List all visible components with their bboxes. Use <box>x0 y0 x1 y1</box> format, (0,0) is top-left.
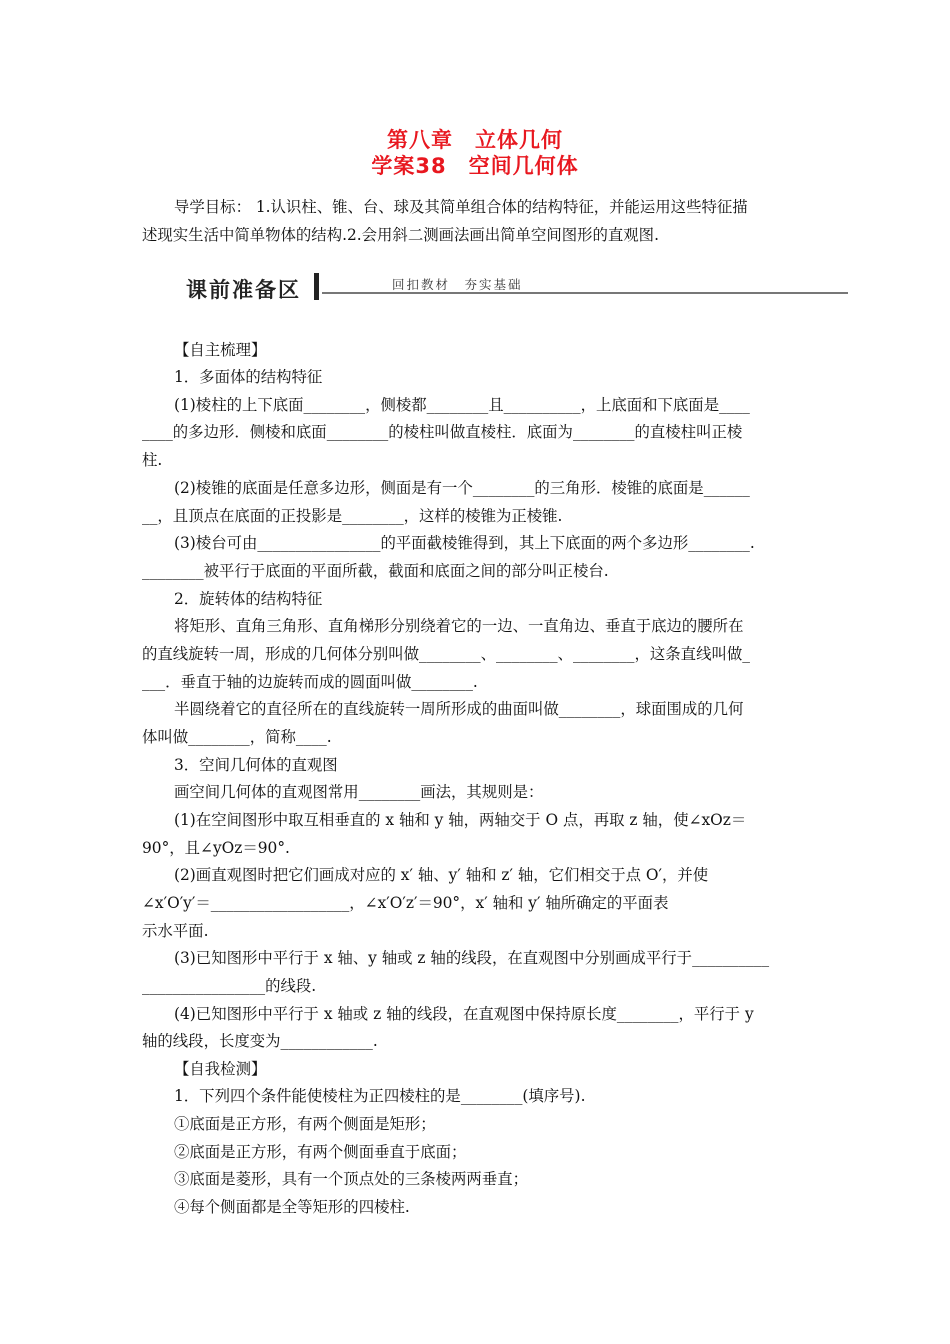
subheading: 1．多面体的结构特征 <box>174 368 323 386</box>
objectives-line-1: 导学目标： 1.认识柱、锥、台、球及其简单组合体的结构特征，并能运用这些特征描 <box>174 198 748 216</box>
text-line: (3)已知图形中平行于 x 轴、y 轴或 z 轴的线段，在直观图中分别画成平行于__________ <box>174 949 770 967</box>
text-line: __，且顶点在底面的正投影是________，这样的棱锥为正棱锥. <box>142 507 563 525</box>
text-line: 的直线旋转一周，形成的几何体分别叫做________、________、________，这条直线叫做_ <box>142 645 750 663</box>
section-heading: 【自主梳理】 <box>174 341 267 359</box>
section-heading: 【自我检测】 <box>174 1060 267 1078</box>
text-line: 体叫做________，简称____. <box>142 728 332 746</box>
text-line: 画空间几何体的直观图常用________画法，其规则是： <box>174 783 544 801</box>
text-line: 半圆绕着它的直径所在的直线旋转一周所形成的曲面叫做________，球面围成的几何 <box>174 700 744 718</box>
section-label: 课前准备区 <box>186 278 301 302</box>
text-line: ________被平行于底面的平面所截，截面和底面之间的部分叫正棱台. <box>142 562 609 580</box>
option-line: ③底面是菱形，具有一个顶点处的三条棱两两垂直； <box>174 1170 528 1188</box>
option-line: ①底面是正方形，有两个侧面是矩形； <box>174 1115 436 1133</box>
subheading: 3．空间几何体的直观图 <box>174 756 338 774</box>
text-line: ____的多边形．侧棱和底面________的棱柱叫做直棱柱．底面为________的直棱柱叫正棱 <box>142 423 743 441</box>
text-line: ___．垂直于轴的边旋转而成的圆面叫做________. <box>142 673 478 691</box>
text-line: ________________的线段. <box>142 977 317 995</box>
text-line: 柱. <box>142 451 163 469</box>
chapter-title: 第八章 立体几何 <box>387 128 563 152</box>
lesson-title: 学案38 空间几何体 <box>371 154 579 178</box>
subheading: 2．旋转体的结构特征 <box>174 590 323 608</box>
option-line: ②底面是正方形，有两个侧面垂直于底面； <box>174 1143 467 1161</box>
text-line: ∠x′O′y′＝__________________，∠x′O′z′＝90°，x′ 轴和 y′ 轴所确定的平面表 <box>142 894 669 912</box>
text-line: (2)棱锥的底面是任意多边形，侧面是有一个________的三角形．棱锥的底面是______ <box>174 479 750 497</box>
text-line: (2)画直观图时把它们画成对应的 x′ 轴、y′ 轴和 z′ 轴，它们相交于点 O′，并使 <box>174 866 709 884</box>
text-line: (1)棱柱的上下底面________，侧棱都________且__________，上底面和下底面是____ <box>174 396 750 414</box>
text-line: 示水平面. <box>142 922 209 940</box>
section-subtitle: 回扣教材 夯实基础 <box>392 277 523 292</box>
option-line: ④每个侧面都是全等矩形的四棱柱. <box>174 1198 410 1216</box>
text-line: 将矩形、直角三角形、直角梯形分别绕着它的一边、一直角边、垂直于底边的腰所在 <box>174 617 744 635</box>
text-line: (4)已知图形中平行于 x 轴或 z 轴的线段，在直观图中保持原长度________，平行于 y <box>174 1005 754 1023</box>
section-header-bar <box>180 270 848 304</box>
text-line: (3)棱台可由________________的平面截棱锥得到，其上下底面的两个多边形________. <box>174 534 755 552</box>
text-line: (1)在空间图形中取互相垂直的 x 轴和 y 轴，两轴交于 O 点，再取 z 轴，使∠xOz＝ <box>174 811 747 829</box>
section-divider <box>314 273 319 300</box>
text-line: 轴的线段，长度变为____________. <box>142 1032 378 1050</box>
text-line: 90°，且∠yOz＝90°. <box>142 839 290 857</box>
objectives-line-2: 述现实生活中简单物体的结构.2.会用斜二测画法画出简单空间图形的直观图. <box>142 226 659 244</box>
question-line: 1．下列四个条件能使棱柱为正四棱柱的是________(填序号). <box>174 1087 586 1105</box>
